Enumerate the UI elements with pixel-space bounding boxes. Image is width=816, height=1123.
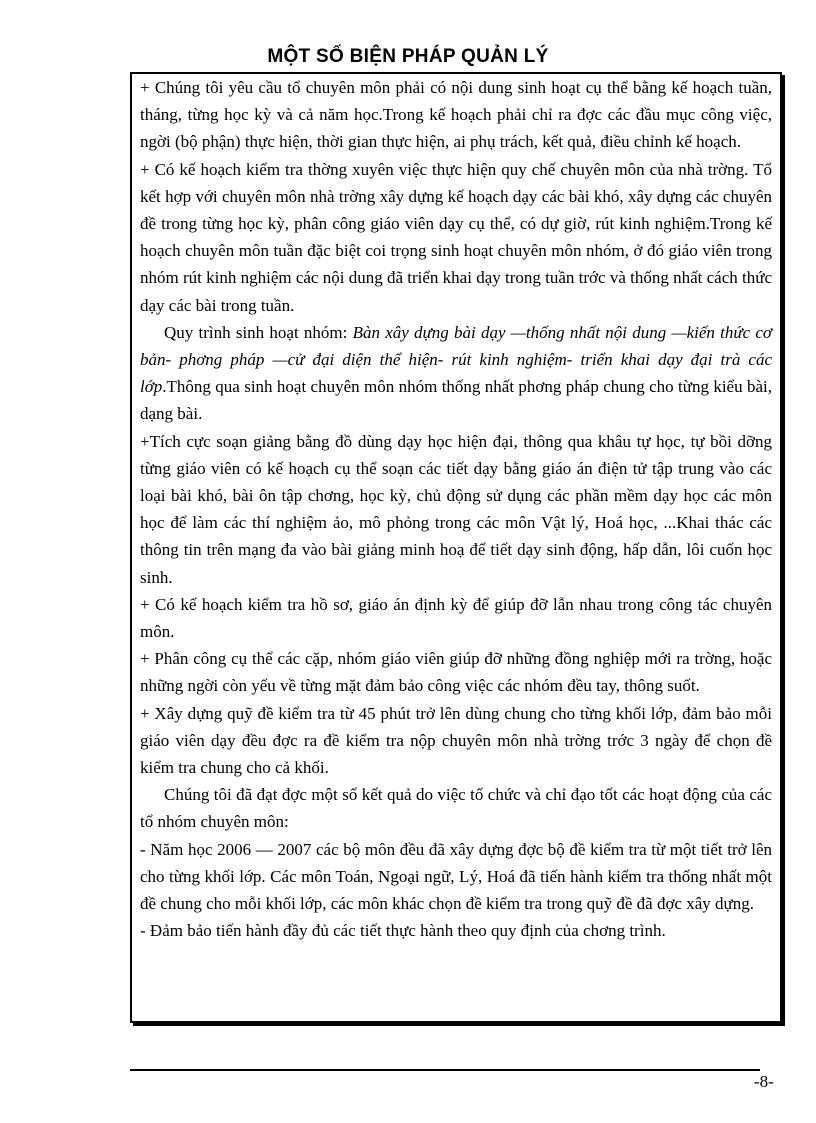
paragraph-mentoring: + Phân công cụ thể các cặp, nhóm giáo viên giúp đỡ những đồng nghiệp mới ra trờng, hoặc những ngời còn yếu về từng mặt đảm bảo công việc các nhóm đều tay, thông suốt. [140,649,772,696]
text-frame [130,72,782,1023]
process-tail: .Thông qua sinh hoạt chuyên môn nhóm thống nhất phơng pháp chung cho từng kiểu bài, dạng bài. [140,377,772,424]
result-item: - Đảm bảo tiến hành đầy đủ các tiết thực hành theo quy định của chơng trình. [140,921,666,941]
paragraph-planning: + Chúng tôi yêu cầu tổ chuyên môn phải có nội dung sinh hoạt cụ thể bằng kế hoạch tuần, tháng, từng học kỳ và cả năm học.Trong kế hoạch phải chỉ ra đợc các đầu mục công việc, ngời (bộ phận) thực hiện, thời gian thực hiện, ai phụ trách, kết quả, điều chỉnh kế hoạch. [140,78,772,152]
page-header-title: MỘT SỐ BIỆN PHÁP QUẢN LÝ [267,46,549,67]
process-steps: Bàn xây dựng bài dạy —thống nhất nội dung —kiến thức cơ bản- phơng pháp —cử đại diện thể hiện- rút kinh nghiệm- triển khai dạy đại trà các lớp [140,322,772,397]
paragraph-inspection: + Có kế hoạch kiểm tra thờng xuyên việc thực hiện quy chế chuyên môn của nhà trờng. Tổ kết hợp với chuyên môn nhà trờng xây dựng kế hoạch dạy các bài khó, xây dựng các chuyên đề trong từng học kỳ, phân công giáo viên dạy cụ thể, có dự giờ, rút kinh nghiệm.Trong kế hoạch chuyên môn tuần đặc biệt coi trọng sinh hoạt chuyên môn nhóm, ở đó giáo viên trong nhóm rút kinh nghiệm các nội dung đã triển khai dạy trong tuần trớc và thống nhất cách thức dạy các bài trong tuần. [140,159,772,315]
paragraph-test-bank: + Xây dựng quỹ đề kiểm tra từ 45 phút trở lên dùng chung cho từng khối lớp, đảm bảo mỗi giáo viên dạy đều đợc ra đề kiểm tra nộp chuyên môn nhà trờng trớc 3 ngày để chọn đề kiểm tra chung cho cả khối. [140,703,772,778]
page-number: -8- [754,1072,774,1091]
process-lead: Quy trình sinh hoạt nhóm: [164,322,353,342]
paragraph-modern-teaching: +Tích cực soạn giảng bằng đồ dùng dạy học hiện đại, thông qua khâu tự học, tự bồi dỡng từng giáo viên có kế hoạch cụ thể soạn các tiết dạy bằng giáo án điện tử tập trung vào các loại bài khó, bài ôn tập chơng, học kỳ, chủ động sử dụng các phần mềm dạy học các môn học để làm các thí nghiệm ảo, mô phỏng trong các môn Vật lý, Hoá học, ...Khai thác các thông tin trên mạng đa vào bài giảng minh hoạ để tiết dạy sinh động, hấp dẫn, lôi cuốn học sinh. [140,431,772,587]
document-body [140,74,772,945]
paragraph-records-check: + Có kế hoạch kiểm tra hồ sơ, giáo án định kỳ để giúp đỡ lẫn nhau trong công tác chuyên môn. [140,594,772,642]
result-item: - Năm học 2006 — 2007 các bộ môn đều đã xây dựng đợc bộ đề kiểm tra từ một tiết trở lên cho từng khối lớp. Các môn Toán, Ngoại ngữ, Lý, Hoá đã tiến hành kiểm tra thống nhất một đề chung cho mỗi khối lớp, các môn khác chọn đề kiểm tra trong quỹ đề đã đợc xây dựng. [140,839,772,914]
paragraph-group-process [140,319,772,428]
paragraph-results-intro: Chúng tôi đã đạt đợc một số kết quả do việc tổ chức và chỉ đạo tốt các hoạt động của các tổ nhóm chuyên môn: [140,785,772,832]
footer-rule [130,1069,760,1071]
